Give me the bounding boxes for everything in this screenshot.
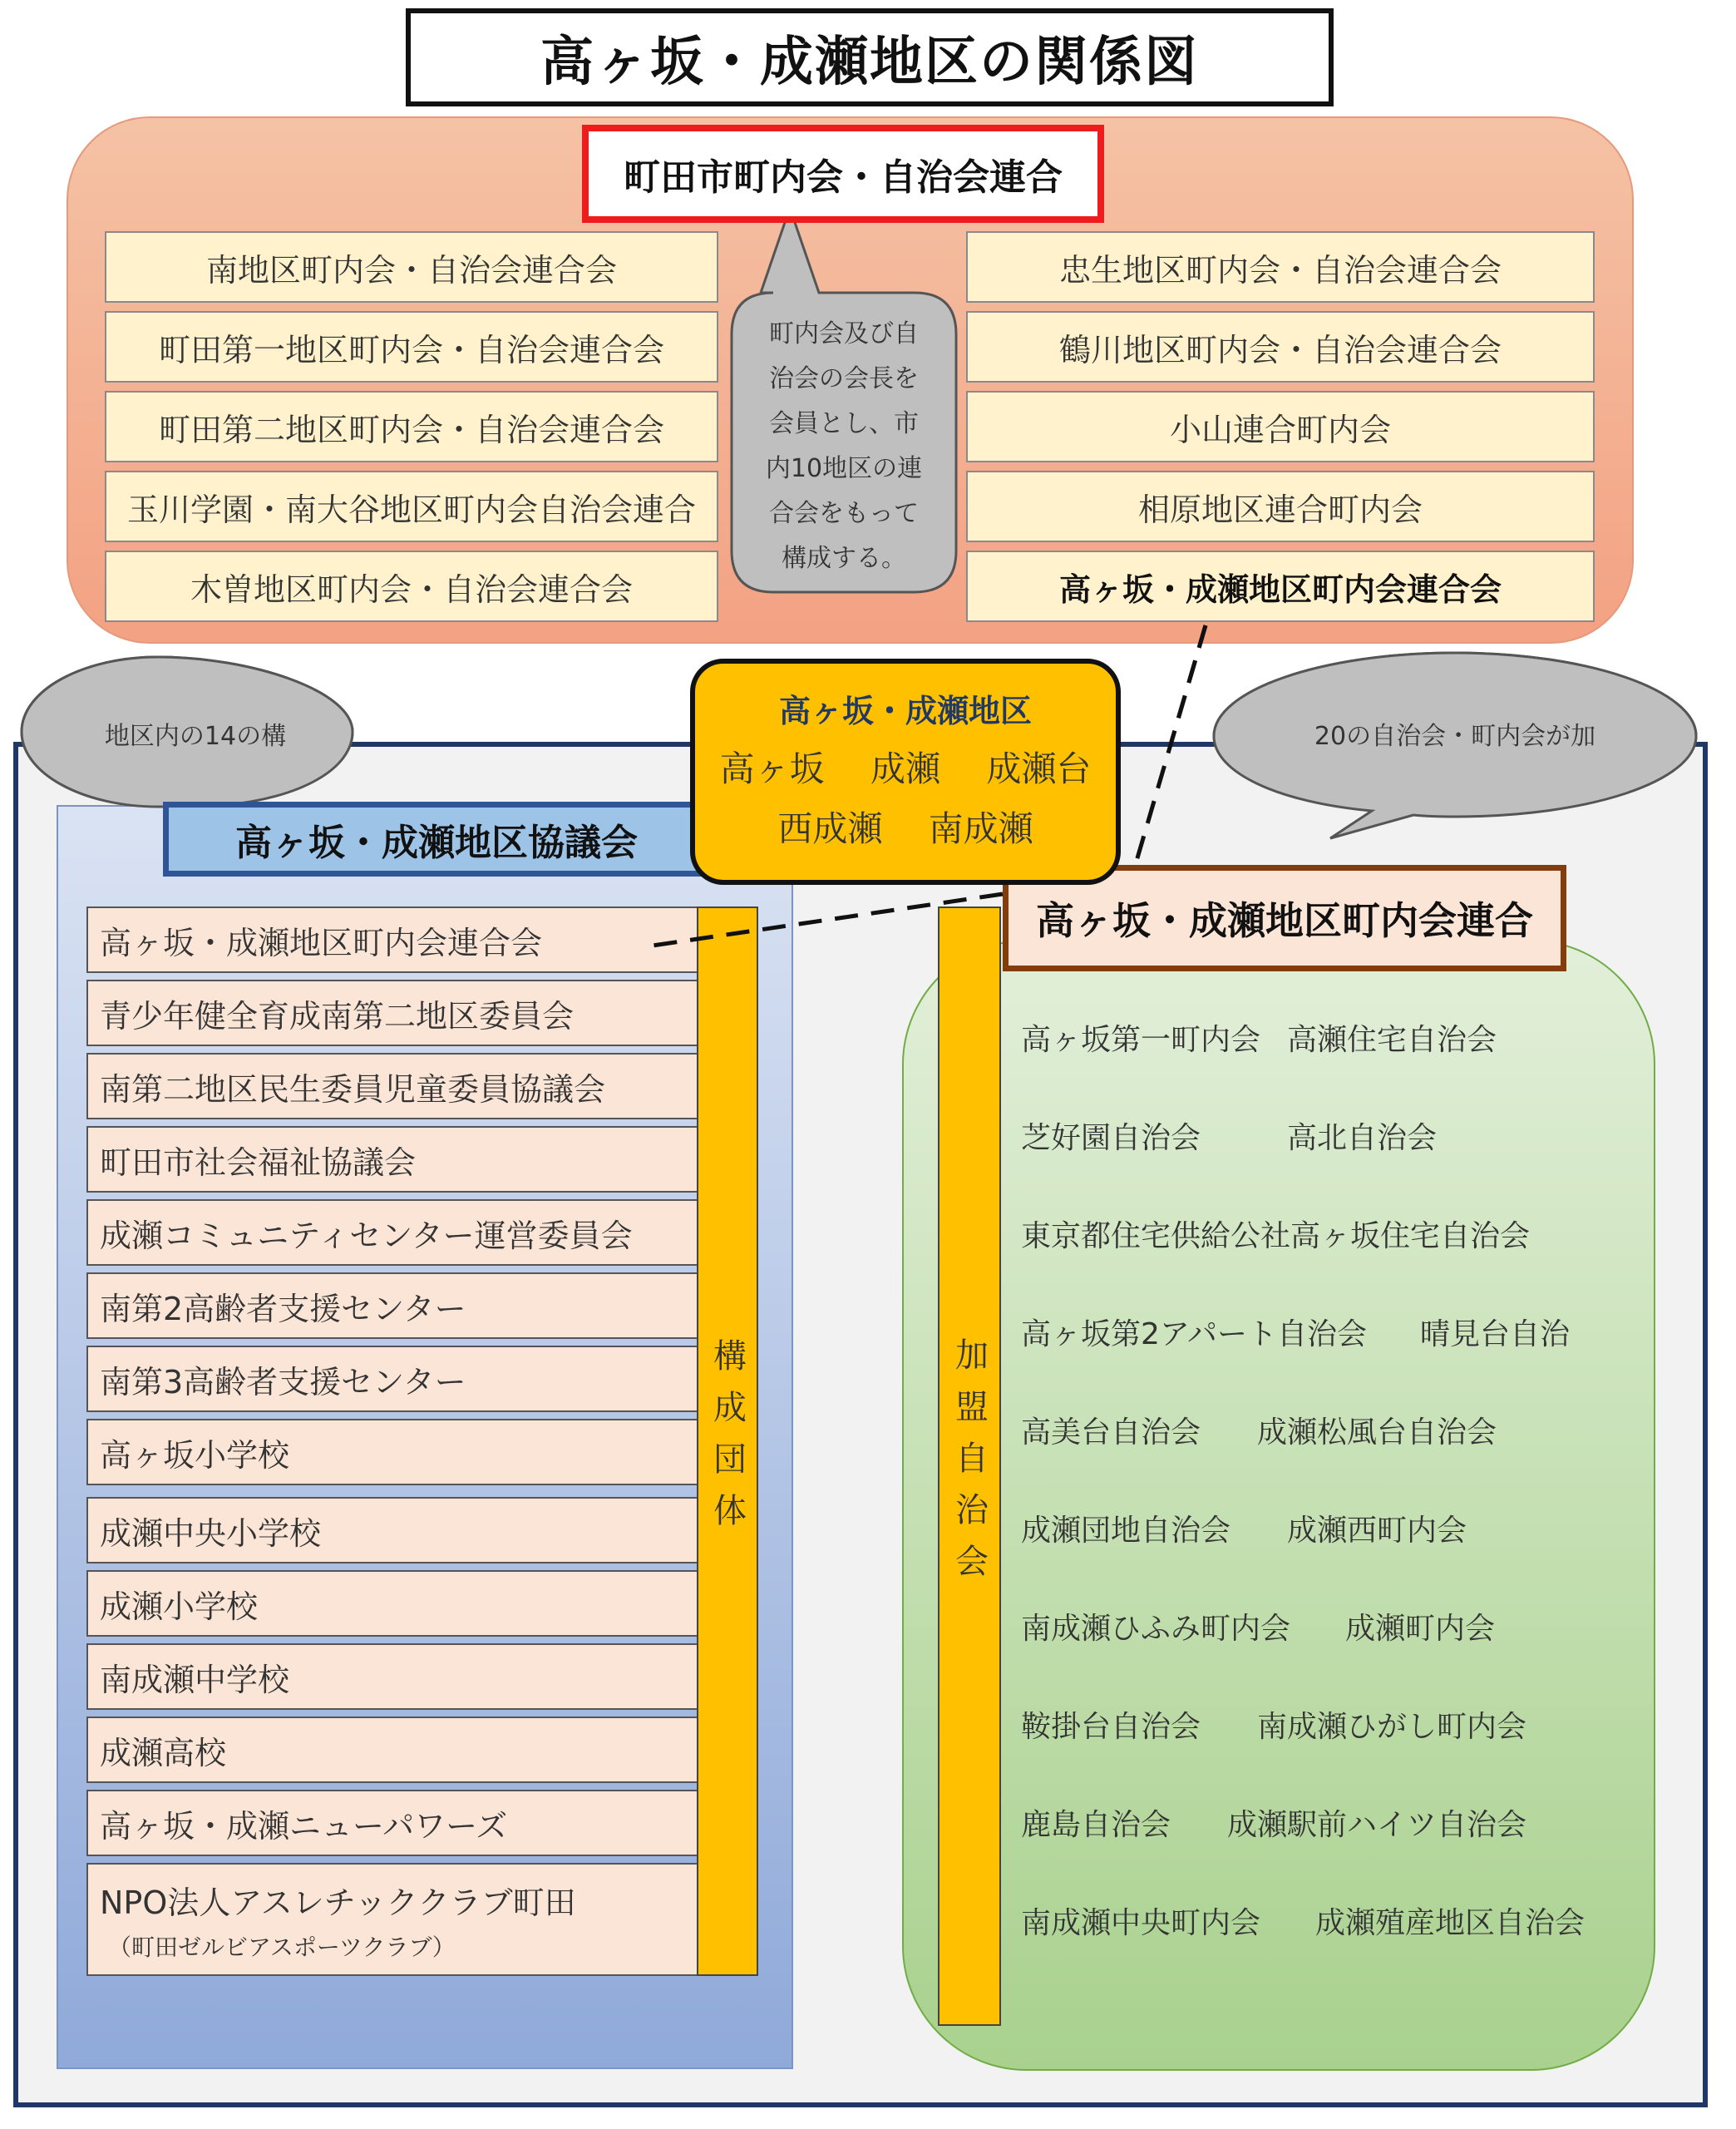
council-callout-text: 地区内の14の構: [104, 722, 287, 751]
callout-line: 会員とし、市: [769, 409, 919, 438]
association-item: 高瀬住宅自治会: [1287, 1023, 1497, 1057]
federation-item: 忠生地区町内会・自治会連合会: [966, 231, 1595, 303]
association-item: 鞍掛台自治会: [1021, 1710, 1201, 1744]
council-member: 高ヶ坂・成瀬ニューパワーズ: [86, 1790, 698, 1856]
city-federation-box: 町田市町内会・自治会連合: [582, 125, 1104, 223]
council-member: 南成瀬中学校: [86, 1643, 698, 1710]
council-member-name: NPO法人アスレチッククラブ町田: [100, 1884, 576, 1921]
callout-line: 構成する。: [782, 544, 906, 573]
callout-line: 内10地区の連: [765, 454, 923, 483]
callout-line: 合会をもって: [769, 499, 919, 528]
federation-item: 鶴川地区町内会・自治会連合会: [966, 311, 1595, 383]
constituent-bar-label: 構成団体: [708, 1338, 747, 1544]
association-item: 南成瀬中央町内会: [1021, 1906, 1261, 1940]
council-member: 高ヶ坂小学校: [86, 1419, 698, 1485]
dashed-link-lower: [653, 894, 1003, 946]
council-member: 成瀬小学校: [86, 1570, 698, 1637]
callout-line: 治会の会長を: [769, 364, 919, 393]
association-item: 成瀬殖産地区自治会: [1315, 1906, 1586, 1940]
association-item: 成瀬西町内会: [1287, 1514, 1467, 1548]
association-item: 南成瀬ひがし町内会: [1257, 1710, 1527, 1744]
association-item: 高ヶ坂第一町内会: [1021, 1023, 1261, 1057]
council-member: 成瀬中央小学校: [86, 1497, 698, 1563]
district-title: 高ヶ坂・成瀬地区: [778, 692, 1032, 729]
federation-item: 南地区町内会・自治会連合会: [105, 231, 718, 303]
member-association-bar-label: 加盟自治会: [949, 1337, 989, 1595]
association-item: 高北自治会: [1287, 1121, 1438, 1155]
council-member: 南第3高齢者支援センター: [86, 1346, 698, 1412]
association-item: 鹿島自治会: [1021, 1808, 1171, 1842]
district-towns-line: 西成瀬 南成瀬: [777, 808, 1033, 849]
federation-item: 木曽地区町内会・自治会連合会: [105, 551, 718, 622]
association-item: 芝好園自治会: [1021, 1121, 1201, 1155]
association-item: 成瀬町内会: [1345, 1612, 1496, 1646]
association-item: 成瀬団地自治会: [1021, 1514, 1231, 1548]
association-callout-text: 20の自治会・町内会が加: [1314, 722, 1596, 751]
federation-item: 町田第一地区町内会・自治会連合会: [105, 311, 718, 383]
council-member-subname: （町田ゼルビアスポーツクラブ）: [108, 1933, 456, 1961]
council-member: 成瀬高校: [86, 1717, 698, 1783]
association-title: 高ヶ坂・成瀬地区町内会連合: [1003, 865, 1566, 971]
council-member: 成瀬コミュニティセンター運営委員会: [86, 1199, 698, 1266]
federation-item-highlighted: 高ヶ坂・成瀬地区町内会連合会: [966, 551, 1595, 622]
federation-item: 相原地区連合町内会: [966, 471, 1595, 542]
council-member: 南第二地区民生委員児童委員協議会: [86, 1053, 698, 1119]
callout-line: 町内会及び自: [769, 319, 919, 348]
association-item: 成瀬駅前ハイツ自治会: [1227, 1808, 1527, 1842]
association-item: 南成瀬ひふみ町内会: [1021, 1612, 1291, 1646]
council-member: 青少年健全育成南第二地区委員会: [86, 980, 698, 1046]
association-item: 晴見台自治: [1420, 1317, 1571, 1351]
district-towns-line: 高ヶ坂 成瀬 成瀬台: [719, 748, 1092, 789]
federation-item: 小山連合町内会: [966, 391, 1595, 462]
dashed-link-upper: [1135, 625, 1206, 867]
association-item: 高ヶ坂第2アパート自治会: [1021, 1317, 1368, 1351]
federation-item: 町田第二地区町内会・自治会連合会: [105, 391, 718, 462]
federation-item: 玉川学園・南大谷地区町内会自治会連合: [105, 471, 718, 542]
diagram-title: 高ヶ坂・成瀬地区の関係図: [406, 8, 1334, 106]
association-item: 高美台自治会: [1021, 1415, 1201, 1450]
council-member: 南第2高齢者支援センター: [86, 1272, 698, 1339]
council-title: 高ヶ坂・成瀬地区協議会: [163, 802, 710, 877]
association-item: 成瀬松風台自治会: [1257, 1415, 1497, 1450]
council-member: 町田市社会福祉協議会: [86, 1126, 698, 1193]
association-item: 東京都住宅供給公社高ヶ坂住宅自治会: [1021, 1219, 1531, 1253]
council-member: 高ヶ坂・成瀬地区町内会連合会: [86, 906, 698, 973]
